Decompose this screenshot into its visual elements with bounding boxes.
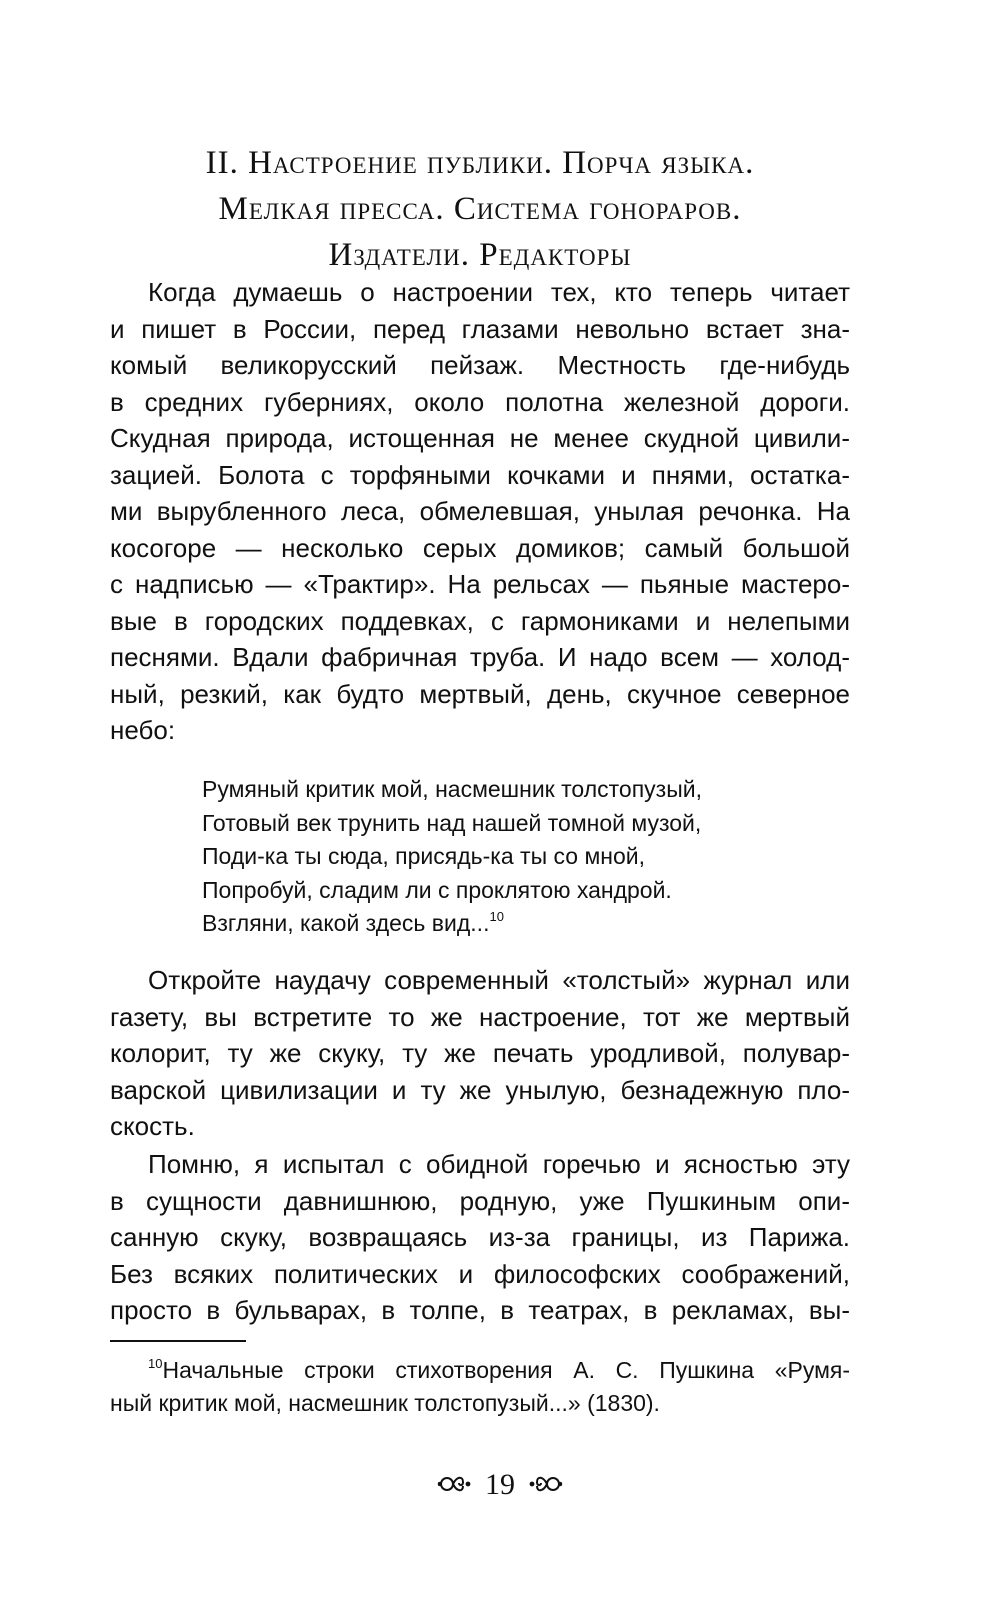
verse-line: Попробуй, сладим ли с проклятою хандрой. bbox=[202, 876, 672, 903]
heading-line: Мелкая пресса. Система гонораров. bbox=[218, 191, 742, 227]
text-line: вые в городских поддевках, с гармониками и нелепыми bbox=[110, 605, 850, 636]
footnote bbox=[110, 1354, 850, 1420]
footnote-text: ный критик мой, насмешник толстопузый...» (1830). bbox=[110, 1390, 660, 1416]
heading-line: II. Настроение публики. Порча языка. bbox=[205, 145, 755, 181]
text-line: в сущности давнишнюю, родную, уже Пушкиным опи- bbox=[110, 1185, 850, 1216]
text-line: скость. bbox=[110, 1111, 195, 1141]
text-line: Помню, я испытал с обидной горечью и ясностью эту bbox=[148, 1149, 850, 1179]
text-line: просто в бульварах, в толпе, в театрах, в рекламах, вы- bbox=[110, 1295, 850, 1325]
text-line: Откройте наудачу современный «толстый» журнал или bbox=[148, 965, 850, 995]
verse-line: Румяный критик мой, насмешник толстопузый, bbox=[202, 776, 702, 802]
heading-line: Издатели. Редакторы bbox=[328, 237, 632, 273]
verse-line-last bbox=[202, 907, 702, 941]
ornament-right-icon bbox=[527, 1472, 563, 1496]
text-line: газету, вы встретите то же настроение, тот же мертвый bbox=[110, 1001, 850, 1032]
text-line: и пишет в России, перед глазами невольно встает зна- bbox=[110, 313, 850, 344]
text-line: косогоре — несколько серых домиков; самый большой bbox=[110, 532, 850, 563]
page-number: 19 bbox=[485, 1468, 515, 1501]
verse-quote bbox=[202, 773, 702, 941]
text-line: ми вырубленного леса, обмелевшая, унылая речонка. На bbox=[110, 496, 850, 526]
text-line: с надписью — «Трактир». На рельсах — пьяные мастеро- bbox=[110, 569, 850, 599]
chapter-heading bbox=[110, 140, 850, 278]
text-line: зацией. Болота с торфяными кочками и пнями, остатка- bbox=[110, 459, 850, 490]
footnote-divider bbox=[110, 1340, 246, 1342]
text-line: ный, резкий, как будто мертвый, день, скучное северное bbox=[110, 678, 850, 709]
verse-line: Готовый век трунить над нашей томной музой, bbox=[202, 809, 702, 836]
ornament-left-icon bbox=[437, 1472, 473, 1496]
footnote-number: 10 bbox=[148, 1356, 163, 1371]
paragraph-3 bbox=[110, 1146, 850, 1329]
text-line: песнями. Вдали фабричная труба. И надо всем — холод- bbox=[110, 642, 850, 672]
verse-line: Поди-ка ты сюда, присядь-ка ты со мной, bbox=[202, 843, 645, 869]
page-footer bbox=[0, 1467, 1000, 1503]
text-line: в средних губерниях, около полотна железной дороги. bbox=[110, 386, 850, 417]
text-line: Без всяких политических и философских соображений, bbox=[110, 1258, 850, 1289]
text-line: санную скуку, возвращаясь из-за границы, из Парижа. bbox=[110, 1222, 850, 1252]
text-line: Скудная природа, истощенная не менее скудной цивили- bbox=[110, 423, 850, 453]
verse-line: Взгляни, какой здесь вид... bbox=[202, 910, 490, 936]
paragraph-2 bbox=[110, 962, 850, 1145]
footnote-reference[interactable]: 10 bbox=[489, 909, 504, 924]
text-line: Когда думаешь о настроении тех, кто теперь читает bbox=[148, 277, 850, 307]
footnote-line-first bbox=[110, 1354, 850, 1387]
footnote-text: Начальные строки стихотворения А. С. Пушкина «Румя- bbox=[162, 1357, 850, 1383]
paragraph-1 bbox=[110, 274, 850, 749]
text-line: варской цивилизации и ту же унылую, безнадежную пло- bbox=[110, 1074, 850, 1105]
text-line: небо: bbox=[110, 715, 176, 745]
text-line: комый великорусский пейзаж. Местность где-нибудь bbox=[110, 350, 850, 380]
text-line: колорит, ту же скуку, ту же печать уродливой, полувар- bbox=[110, 1038, 850, 1068]
